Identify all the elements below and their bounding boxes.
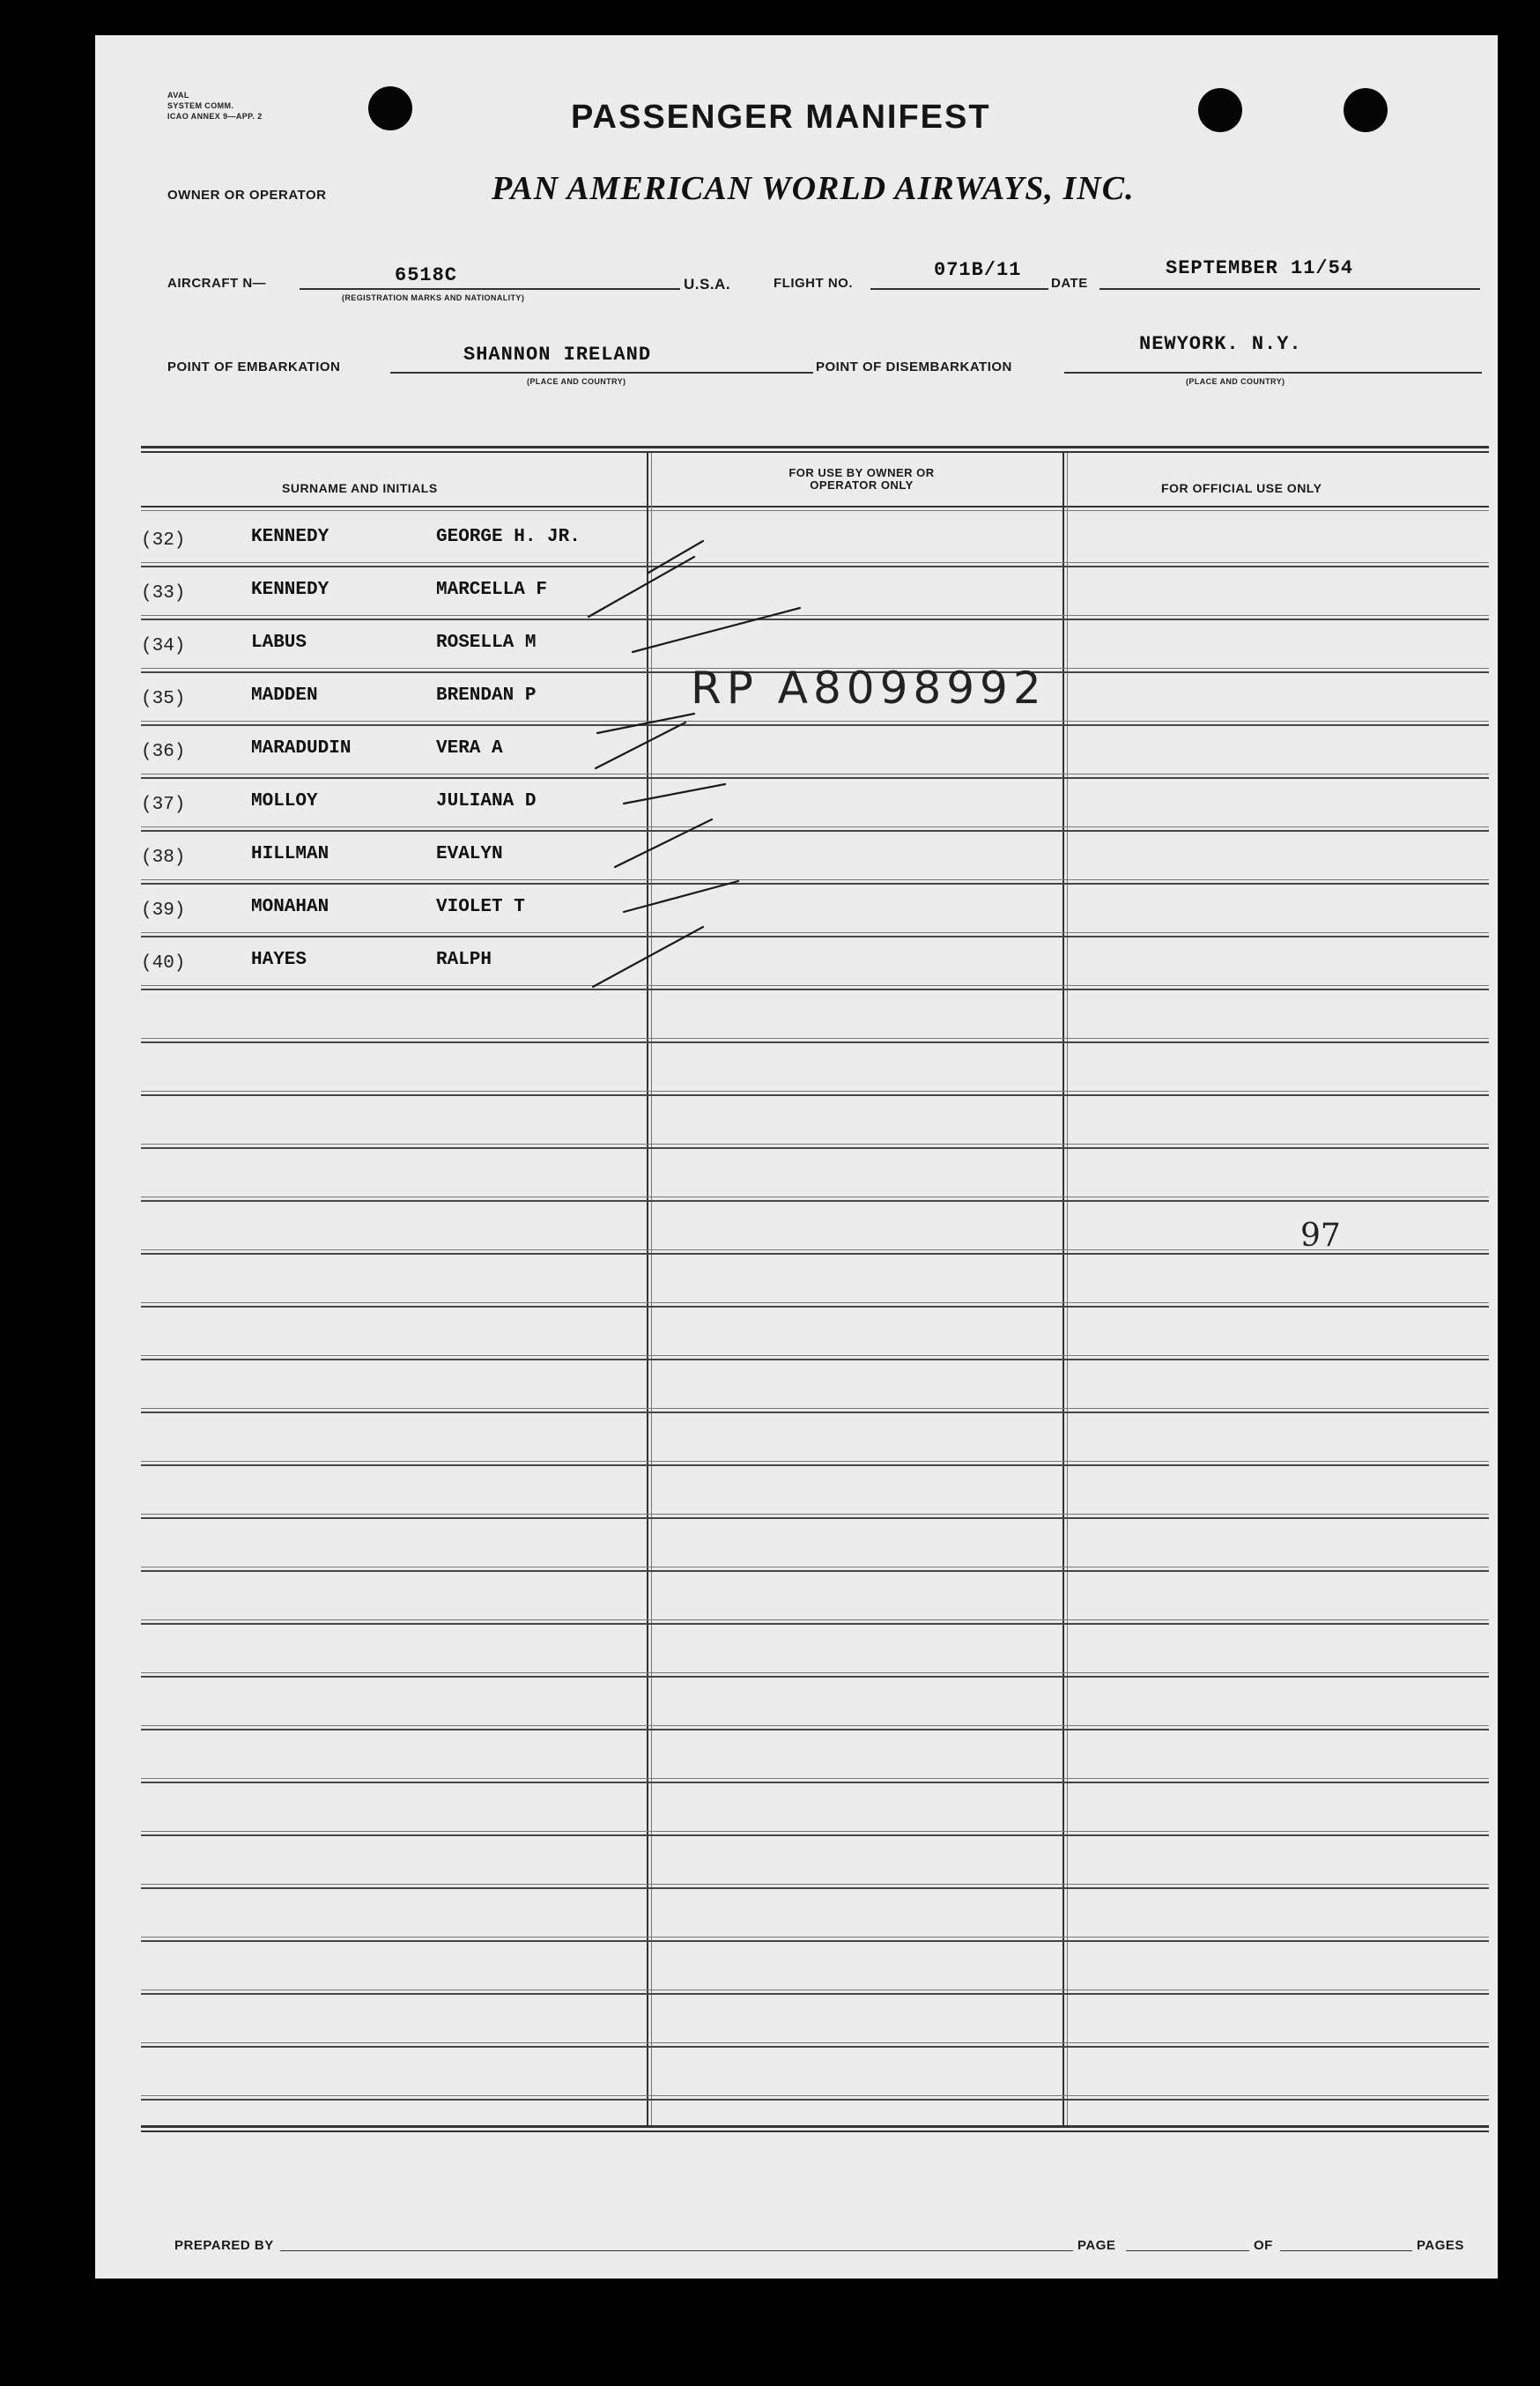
table-bottom-rule bbox=[141, 2130, 1489, 2132]
empty-table-row bbox=[141, 1360, 1489, 1413]
row-rule bbox=[141, 1514, 1489, 1515]
disembark-caption: (PLACE AND COUNTRY) bbox=[1186, 377, 1285, 386]
row-rule bbox=[141, 2099, 1489, 2101]
empty-table-row bbox=[141, 1096, 1489, 1149]
empty-table-row bbox=[141, 1678, 1489, 1730]
row-number: (32) bbox=[141, 530, 186, 551]
passenger-given-names: MARCELLA F bbox=[436, 580, 548, 600]
empty-table-row bbox=[141, 1519, 1489, 1572]
row-number: (38) bbox=[141, 848, 186, 868]
footer-of-label: OF bbox=[1254, 2238, 1273, 2253]
passenger-surname: MOLLOY bbox=[251, 791, 318, 811]
passenger-given-names: ROSELLA M bbox=[436, 633, 537, 653]
owner-label: OWNER OR OPERATOR bbox=[167, 188, 327, 203]
empty-table-row bbox=[141, 1149, 1489, 1202]
row-number: (35) bbox=[141, 689, 186, 709]
aircraft-label: AIRCRAFT N— bbox=[167, 276, 267, 291]
row-number: (39) bbox=[141, 900, 186, 921]
form-reference-line: ICAO ANNEX 9—APP. 2 bbox=[167, 112, 263, 121]
empty-table-row bbox=[141, 1202, 1489, 1255]
empty-table-row bbox=[141, 1995, 1489, 2048]
empty-table-row bbox=[141, 1625, 1489, 1678]
handwritten-check-marks bbox=[95, 35, 1498, 1093]
empty-table-row bbox=[141, 1572, 1489, 1625]
footer-pages-label: PAGES bbox=[1417, 2238, 1464, 2253]
passenger-surname: KENNEDY bbox=[251, 527, 329, 547]
flight-value: 071B/11 bbox=[934, 259, 1022, 281]
row-rule bbox=[141, 1355, 1489, 1356]
form-reference-line: AVAL bbox=[167, 91, 189, 100]
passenger-given-names: JULIANA D bbox=[436, 791, 537, 811]
disembark-label: POINT OF DISEMBARKATION bbox=[816, 359, 1012, 374]
row-rule bbox=[141, 1831, 1489, 1832]
empty-table-row bbox=[141, 1255, 1489, 1308]
footer-page-line bbox=[1126, 2250, 1249, 2251]
passenger-given-names: RALPH bbox=[436, 950, 492, 970]
empty-table-row bbox=[141, 1466, 1489, 1519]
column-header-official: FOR OFFICIAL USE ONLY bbox=[1161, 481, 1322, 495]
date-label: DATE bbox=[1051, 276, 1088, 291]
passenger-given-names: GEORGE H. JR. bbox=[436, 527, 581, 547]
passenger-given-names: EVALYN bbox=[436, 844, 503, 864]
row-number: (37) bbox=[141, 795, 186, 815]
embark-caption: (PLACE AND COUNTRY) bbox=[527, 377, 626, 386]
form-reference-line: SYSTEM COMM. bbox=[167, 101, 234, 110]
empty-table-row bbox=[141, 1836, 1489, 1889]
passenger-given-names: VERA A bbox=[436, 738, 503, 759]
aircraft-value: 6518C bbox=[395, 264, 458, 286]
row-number: (36) bbox=[141, 742, 186, 762]
row-rule bbox=[141, 1778, 1489, 1779]
row-number: (40) bbox=[141, 953, 186, 974]
row-rule bbox=[141, 1461, 1489, 1462]
passenger-given-names: VIOLET T bbox=[436, 897, 525, 917]
empty-table-row bbox=[141, 1308, 1489, 1360]
footer-page-label: PAGE bbox=[1077, 2238, 1116, 2253]
passenger-surname: MADDEN bbox=[251, 685, 318, 706]
row-rule bbox=[141, 2042, 1489, 2043]
owner-value: PAN AMERICAN WORLD AIRWAYS, INC. bbox=[492, 170, 1135, 207]
date-value: SEPTEMBER 11/54 bbox=[1166, 257, 1354, 279]
column-header-owner: FOR USE BY OWNER OR OPERATOR ONLY bbox=[789, 466, 935, 492]
disembark-value: NEWYORK. N.Y. bbox=[1139, 333, 1302, 355]
row-rule bbox=[141, 1249, 1489, 1250]
row-rule bbox=[141, 1302, 1489, 1303]
embark-value: SHANNON IRELAND bbox=[463, 344, 652, 366]
empty-table-row bbox=[141, 1942, 1489, 1995]
passenger-surname: LABUS bbox=[251, 633, 307, 653]
empty-table-row bbox=[141, 2048, 1489, 2101]
row-rule bbox=[141, 1937, 1489, 1938]
passenger-surname: HILLMAN bbox=[251, 844, 329, 864]
row-rule bbox=[141, 2095, 1489, 2096]
footer-prepared-line bbox=[280, 2250, 1073, 2251]
row-rule bbox=[141, 1408, 1489, 1409]
manifest-sheet bbox=[95, 35, 1498, 2279]
column-header-surname: SURNAME AND INITIALS bbox=[282, 481, 438, 495]
page-stamp: 97 bbox=[1300, 1218, 1341, 1254]
row-rule bbox=[141, 1144, 1489, 1145]
empty-table-row bbox=[141, 1889, 1489, 1942]
empty-table-row bbox=[141, 1413, 1489, 1466]
row-rule bbox=[141, 1725, 1489, 1726]
flight-label: FLIGHT NO. bbox=[774, 276, 853, 291]
passenger-surname: KENNEDY bbox=[251, 580, 329, 600]
passenger-surname: MARADUDIN bbox=[251, 738, 352, 759]
empty-table-row bbox=[141, 1730, 1489, 1783]
row-number: (34) bbox=[141, 636, 186, 656]
row-number: (33) bbox=[141, 583, 186, 604]
embark-label: POINT OF EMBARKATION bbox=[167, 359, 341, 374]
passenger-surname: HAYES bbox=[251, 950, 307, 970]
handwritten-note: RP A8098992 bbox=[691, 663, 1047, 714]
table-bottom-rule bbox=[141, 2125, 1489, 2128]
passenger-given-names: BRENDAN P bbox=[436, 685, 537, 706]
aircraft-caption: (REGISTRATION MARKS AND NATIONALITY) bbox=[342, 293, 525, 302]
footer-of-line bbox=[1280, 2250, 1412, 2251]
passenger-surname: MONAHAN bbox=[251, 897, 329, 917]
row-rule bbox=[141, 1619, 1489, 1620]
row-rule bbox=[141, 1884, 1489, 1885]
empty-table-row bbox=[141, 1783, 1489, 1836]
row-rule bbox=[141, 1672, 1489, 1673]
usa-label: U.S.A. bbox=[684, 276, 731, 293]
footer-prepared-label: PREPARED BY bbox=[174, 2238, 274, 2253]
page-title: PASSENGER MANIFEST bbox=[571, 99, 991, 136]
